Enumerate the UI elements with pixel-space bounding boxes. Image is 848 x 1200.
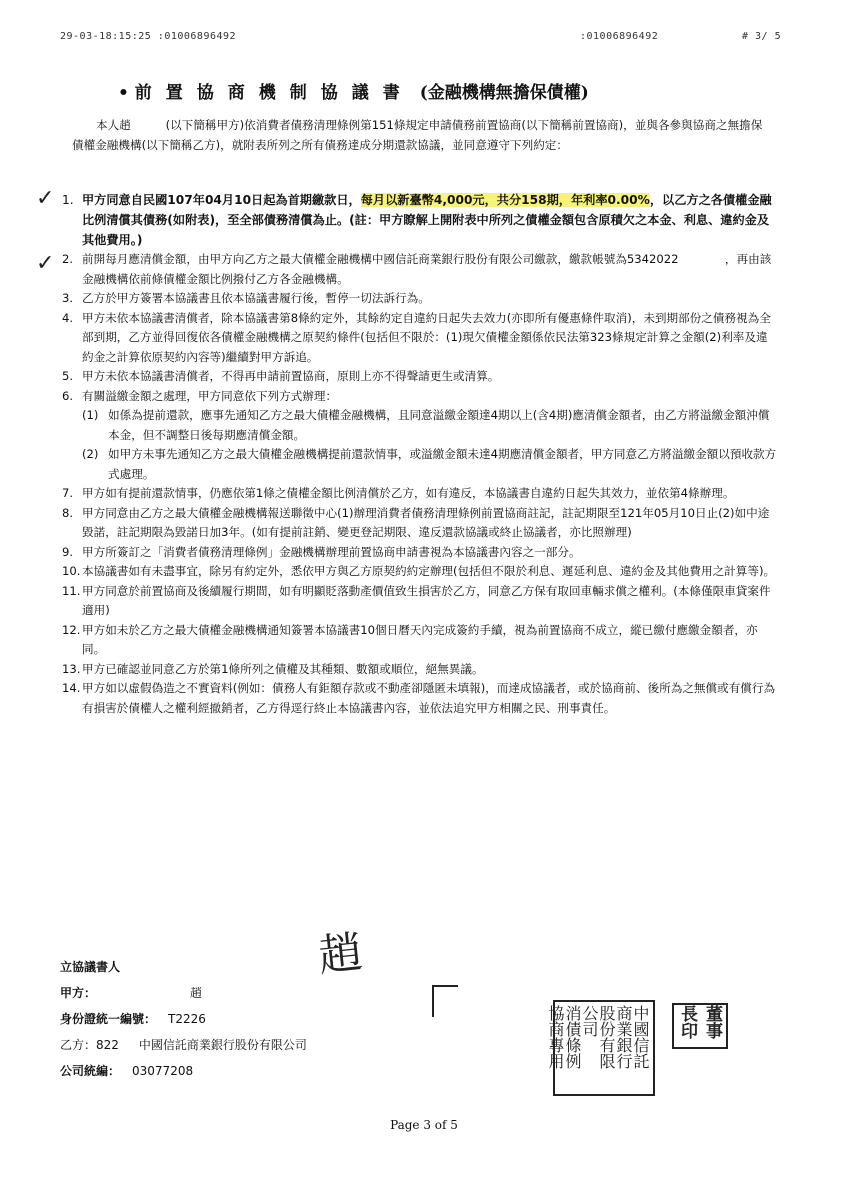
clause-number: 13. bbox=[62, 661, 81, 676]
party-a-label: 甲方： bbox=[60, 986, 97, 1000]
clause-6-sub-1 bbox=[82, 406, 777, 445]
clause-number: 14. bbox=[62, 681, 81, 695]
clause-5 bbox=[62, 367, 777, 387]
title-mark: • bbox=[118, 83, 129, 103]
title-sub: (金融機構無擔保債權) bbox=[419, 83, 589, 103]
clause-text: 前開每月應清償金額，由甲方向乙方之最大債權金融機構中國信託商業銀行股份有限公司繳款，繳款帳號為5342022 ，再由該金融機構依前條債權金額比例撥付乙方各金融機構。 bbox=[82, 252, 772, 286]
clause-1-highlight: 每月以新臺幣4,000元，共分158期，年利率0.00% bbox=[360, 193, 650, 207]
id-value: T2226 bbox=[168, 1012, 206, 1026]
handwritten-signature: 趙 bbox=[315, 926, 366, 983]
intro-text: 本人趙 (以下簡稱甲方)依消費者債務清理條例第151條規定申請債務前置協商(以下簡稱前置協商)，並與各參與協商之無擔保債權金融機構(以下簡稱乙方)，就附表所列之所有債務達成分期還款協議，並同意遵守下列約定： bbox=[72, 118, 763, 152]
clause-text: 甲方同意於前置協商及後續履行期間，如有明顯貶落動產價值致生損害於乙方，同意乙方保有取回車輛求償之權利。(本條僅限車貸案件適用) bbox=[82, 583, 771, 617]
clause-8 bbox=[62, 504, 777, 543]
signature-heading-row bbox=[60, 954, 307, 980]
clause-text bbox=[82, 190, 777, 250]
party-b-label: 乙方：822 bbox=[60, 1038, 119, 1052]
chairman-seal-stamp: 董事長印 bbox=[672, 1003, 728, 1049]
clause-11 bbox=[62, 582, 777, 621]
title-main: 前置協商機制協議書 bbox=[134, 83, 414, 103]
clause-10 bbox=[62, 562, 777, 582]
party-b-value: 中國信託商業銀行股份有限公司 bbox=[138, 1038, 307, 1052]
sub-text: 如係為提前還款，應事先通知乙方之最大債權金融機構，且同意溢繳金額達4期以上(含4期)應清償金額者，由乙方將溢繳金額沖償本金，但不調整日後每期應清償金額。 bbox=[108, 408, 770, 442]
clause-14 bbox=[62, 679, 777, 718]
company-label: 公司統編： bbox=[60, 1064, 121, 1078]
intro-paragraph bbox=[72, 115, 772, 155]
clause-text: 甲方如有提前還款情事，仍應依第1條之債權金額比例清償於乙方，如有違反，本協議書自違約日起失其效力，並依第4條辦理。 bbox=[82, 486, 735, 500]
seal-text: 公司 bbox=[580, 1005, 599, 1037]
clause-7 bbox=[62, 484, 777, 504]
clause-text: 甲方未依本協議書清償者，除本協議書第8條約定外，其餘約定自違約日起失去效力(亦即所有優惠條件取消)，未到期部份之債務視為全部到期，乙方並得回復依各債權金融機構之原契約條件(包括但不限於：(1)現欠債權金額係依民法第323條規定計算之金額(2)利率及違約金之計算依原契約內容等)繼續對甲方訴追。 bbox=[82, 310, 771, 364]
signature-heading: 立協議書人 bbox=[60, 960, 121, 974]
clause-number: 2. bbox=[62, 252, 74, 266]
clause-text: 甲方未依本協議書清償者，不得再申請前置協商，原則上亦不得聲請更生或清算。 bbox=[82, 369, 500, 383]
clause-text: 甲方已確認並同意乙方於第1條所列之債權及其種類、數額或順位，絕無異議。 bbox=[82, 661, 484, 676]
party-a-row bbox=[60, 980, 307, 1006]
clause-text: 甲方如以虛假偽造之不實資料(例如：債務人有鉅額存款或不動產卻隱匿未填報)，而達成協議者，或於協商前、後所為之無償或有償行為有損害於債權人之權利經撤銷者，乙方得逕行終止本協議書內容，並依法追究甲方相關之民、刑事責任。 bbox=[82, 681, 776, 715]
party-b-row bbox=[60, 1032, 307, 1058]
sub-number: (1) bbox=[82, 408, 99, 422]
clause-number: 1. bbox=[62, 193, 74, 207]
clause-13 bbox=[62, 660, 777, 680]
id-label: 身份證統一編號： bbox=[60, 1012, 157, 1026]
clause-number: 9. bbox=[62, 544, 74, 559]
clause-number: 3. bbox=[62, 291, 74, 305]
id-row bbox=[60, 1006, 307, 1032]
company-value: 03077208 bbox=[132, 1064, 194, 1078]
clause-text: 甲方如未於乙方之最大債權金融機構通知簽署本協議書10個日曆天內完成簽約手續，視為前置協商不成立，縱已繳付應繳金額者，亦同。 bbox=[82, 622, 758, 656]
sub-number: (2) bbox=[82, 447, 99, 461]
signature-box-corner bbox=[432, 985, 458, 1017]
clause-number: 7. bbox=[62, 486, 74, 500]
fax-header-right: # 3/ 5 bbox=[742, 31, 782, 42]
clause-list bbox=[62, 190, 777, 718]
seal-text: 股份有限 bbox=[597, 1005, 616, 1069]
company-row bbox=[60, 1058, 307, 1084]
fax-header-mid: :01006896492 bbox=[580, 31, 659, 42]
clause-number: 11. bbox=[62, 583, 81, 598]
clause-4 bbox=[62, 309, 777, 368]
sub-text: 如甲方未事先通知乙方之最大債權金融機構提前還款情事，或溢繳金額未達4期應清償金額者，甲方同意乙方將溢繳金額以預收款方式處理。 bbox=[108, 447, 777, 481]
page-number: Page 3 of 5 bbox=[390, 1118, 458, 1132]
bank-seal-stamp bbox=[546, 1000, 655, 1096]
clause-12 bbox=[62, 621, 777, 660]
clause-number: 8. bbox=[62, 505, 74, 520]
fax-header-left: 29-03-18:15:25 :01006896492 bbox=[60, 31, 237, 42]
clause-1-post: ，以乙方之各債權金融比例清償其債務(如附表)，至全部債務清償為止。(註：甲方瞭解上開附表中所列之債權金額包含原積欠之本金、利息、違約金及其他費用。) bbox=[82, 193, 772, 247]
seal-text: 中國信託 bbox=[631, 1005, 650, 1069]
document-title bbox=[118, 78, 728, 103]
seal-text: 商業銀行 bbox=[614, 1005, 633, 1069]
clause-1 bbox=[62, 190, 777, 250]
clause-text: 甲方同意由乙方之最大債權金融機構報送聯徵中心(1)辦理消費者債務清理條例前置協商註記，註記期限至121年05月10日止(2)如中途毀諾，註記期限為毀諾日加3年。(如有提前註銷、變更登記期限、違反還款協議或終止協議者，亦比照辦理) bbox=[82, 505, 770, 539]
clause-2 bbox=[62, 250, 777, 289]
clause-number: 6. bbox=[62, 388, 74, 403]
seal-text: 消債條例 bbox=[563, 1005, 582, 1069]
clause-number: 5. bbox=[62, 369, 74, 383]
check-mark-icon: ✓ bbox=[36, 186, 55, 211]
clause-number: 10. bbox=[62, 564, 81, 578]
clause-1-pre: 甲方同意自民國107年04月10日起為首期繳款日， bbox=[82, 193, 361, 207]
clause-6-sub-2 bbox=[82, 445, 777, 484]
clause-text: 乙方於甲方簽署本協議書且依本協議書履行後，暫停一切法訴行為。 bbox=[82, 291, 430, 305]
clause-number: 12. bbox=[62, 622, 81, 637]
party-a-value: 趙 bbox=[190, 986, 203, 1000]
clause-text: 本協議書如有未盡事宜，除另有約定外，悉依甲方與乙方原契約約定辦理(包括但不限於利息、遲延利息、違約金及其他費用之計算等)。 bbox=[82, 564, 776, 578]
clause-9 bbox=[62, 543, 777, 563]
clause-text: 甲方所簽訂之「消費者債務清理條例」金融機構辦理前置協商申請書視為本協議書內容之一部分。 bbox=[82, 544, 581, 559]
clause-6 bbox=[62, 387, 777, 407]
clause-3 bbox=[62, 289, 777, 309]
clause-text: 有關溢繳金額之處理，甲方同意依下列方式辦理： bbox=[82, 388, 338, 403]
check-mark-icon: ✓ bbox=[36, 251, 55, 276]
signature-block bbox=[60, 954, 307, 1084]
clause-number: 4. bbox=[62, 310, 74, 325]
seal-text: 協商專用 bbox=[546, 1005, 565, 1069]
